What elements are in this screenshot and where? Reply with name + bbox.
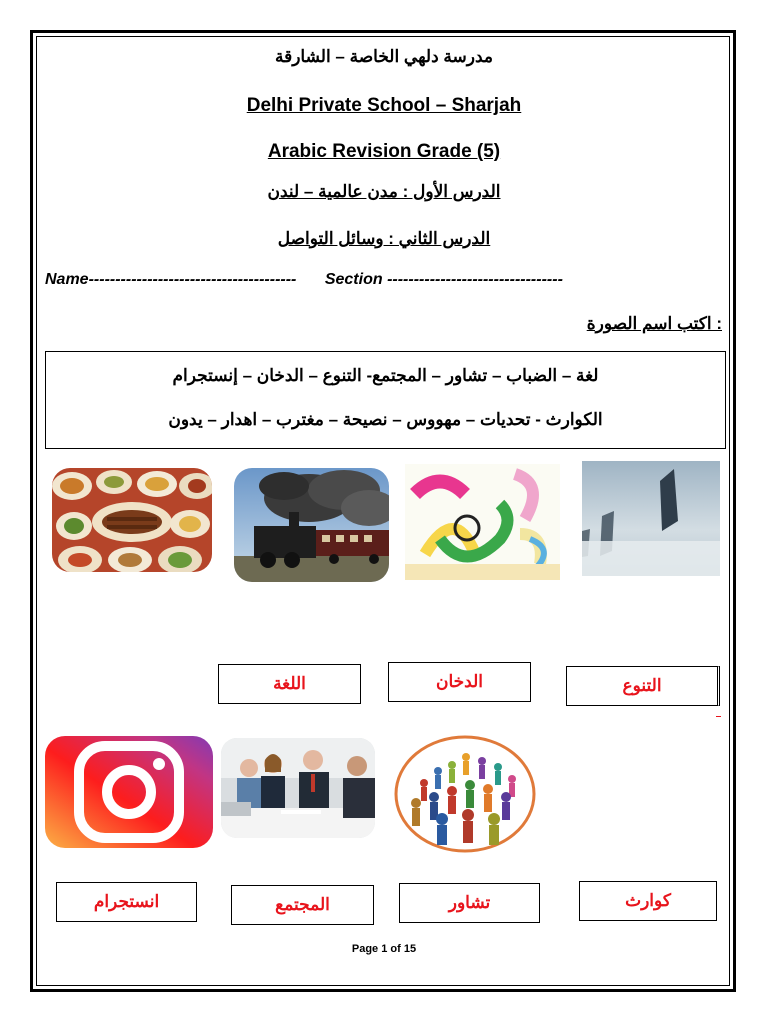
- student-info-row: [45, 271, 563, 289]
- steam-train-image: [234, 468, 389, 582]
- school-name-english: Delhi Private School – Sharjah: [246, 95, 522, 116]
- section-field[interactable]: Section ---------------------------------: [324, 271, 563, 288]
- answer-box-food[interactable]: اللغة: [218, 664, 361, 704]
- lesson-one-title: الدرس الأول : مدن عالمية – لندن: [267, 182, 501, 201]
- business-meeting-image: [221, 738, 375, 838]
- word-bank: [45, 351, 726, 449]
- word-bank-row-2: الكوارث - تحديات – مهووس – نصيحة – مغترب – اهدار – يدون: [168, 410, 603, 429]
- answer-box-disasters[interactable]: كوارث: [579, 881, 717, 921]
- school-name-arabic: مدرسة دلهي الخاصة – الشارقة: [274, 47, 493, 66]
- name-field[interactable]: Name---------------------------------------: [45, 271, 297, 288]
- arabic-letters-image: [405, 464, 560, 580]
- stray-mark: [716, 716, 721, 717]
- worksheet-subtitle: Arabic Revision Grade (5): [267, 141, 501, 162]
- city-fog-image: [582, 461, 720, 576]
- crowd-network-image: [394, 735, 536, 853]
- answer-box-crowd[interactable]: تشاور: [399, 883, 540, 923]
- page-number: 1: [381, 943, 388, 955]
- lesson-two-title: الدرس الثاني : وسائل التواصل: [277, 229, 491, 248]
- page-label: Page: [351, 943, 379, 955]
- page-total: 15: [403, 943, 417, 955]
- instagram-logo-image: [45, 736, 213, 848]
- page-footer: [0, 943, 768, 955]
- answer-box-fog[interactable]: التنوع: [566, 666, 720, 706]
- of-label: of: [390, 943, 401, 955]
- answer-box-instagram[interactable]: انستجرام: [56, 882, 197, 922]
- answer-box-meeting[interactable]: المجتمع: [231, 885, 374, 925]
- answer-box-train[interactable]: الدخان: [388, 662, 531, 702]
- instruction-text: : اكتب اسم الصورة: [586, 314, 722, 333]
- food-feast-image: [52, 468, 212, 572]
- word-bank-row-1: لغة – الضباب – تشاور – المجتمع- التنوع – الدخان – إنستجرام: [172, 366, 599, 385]
